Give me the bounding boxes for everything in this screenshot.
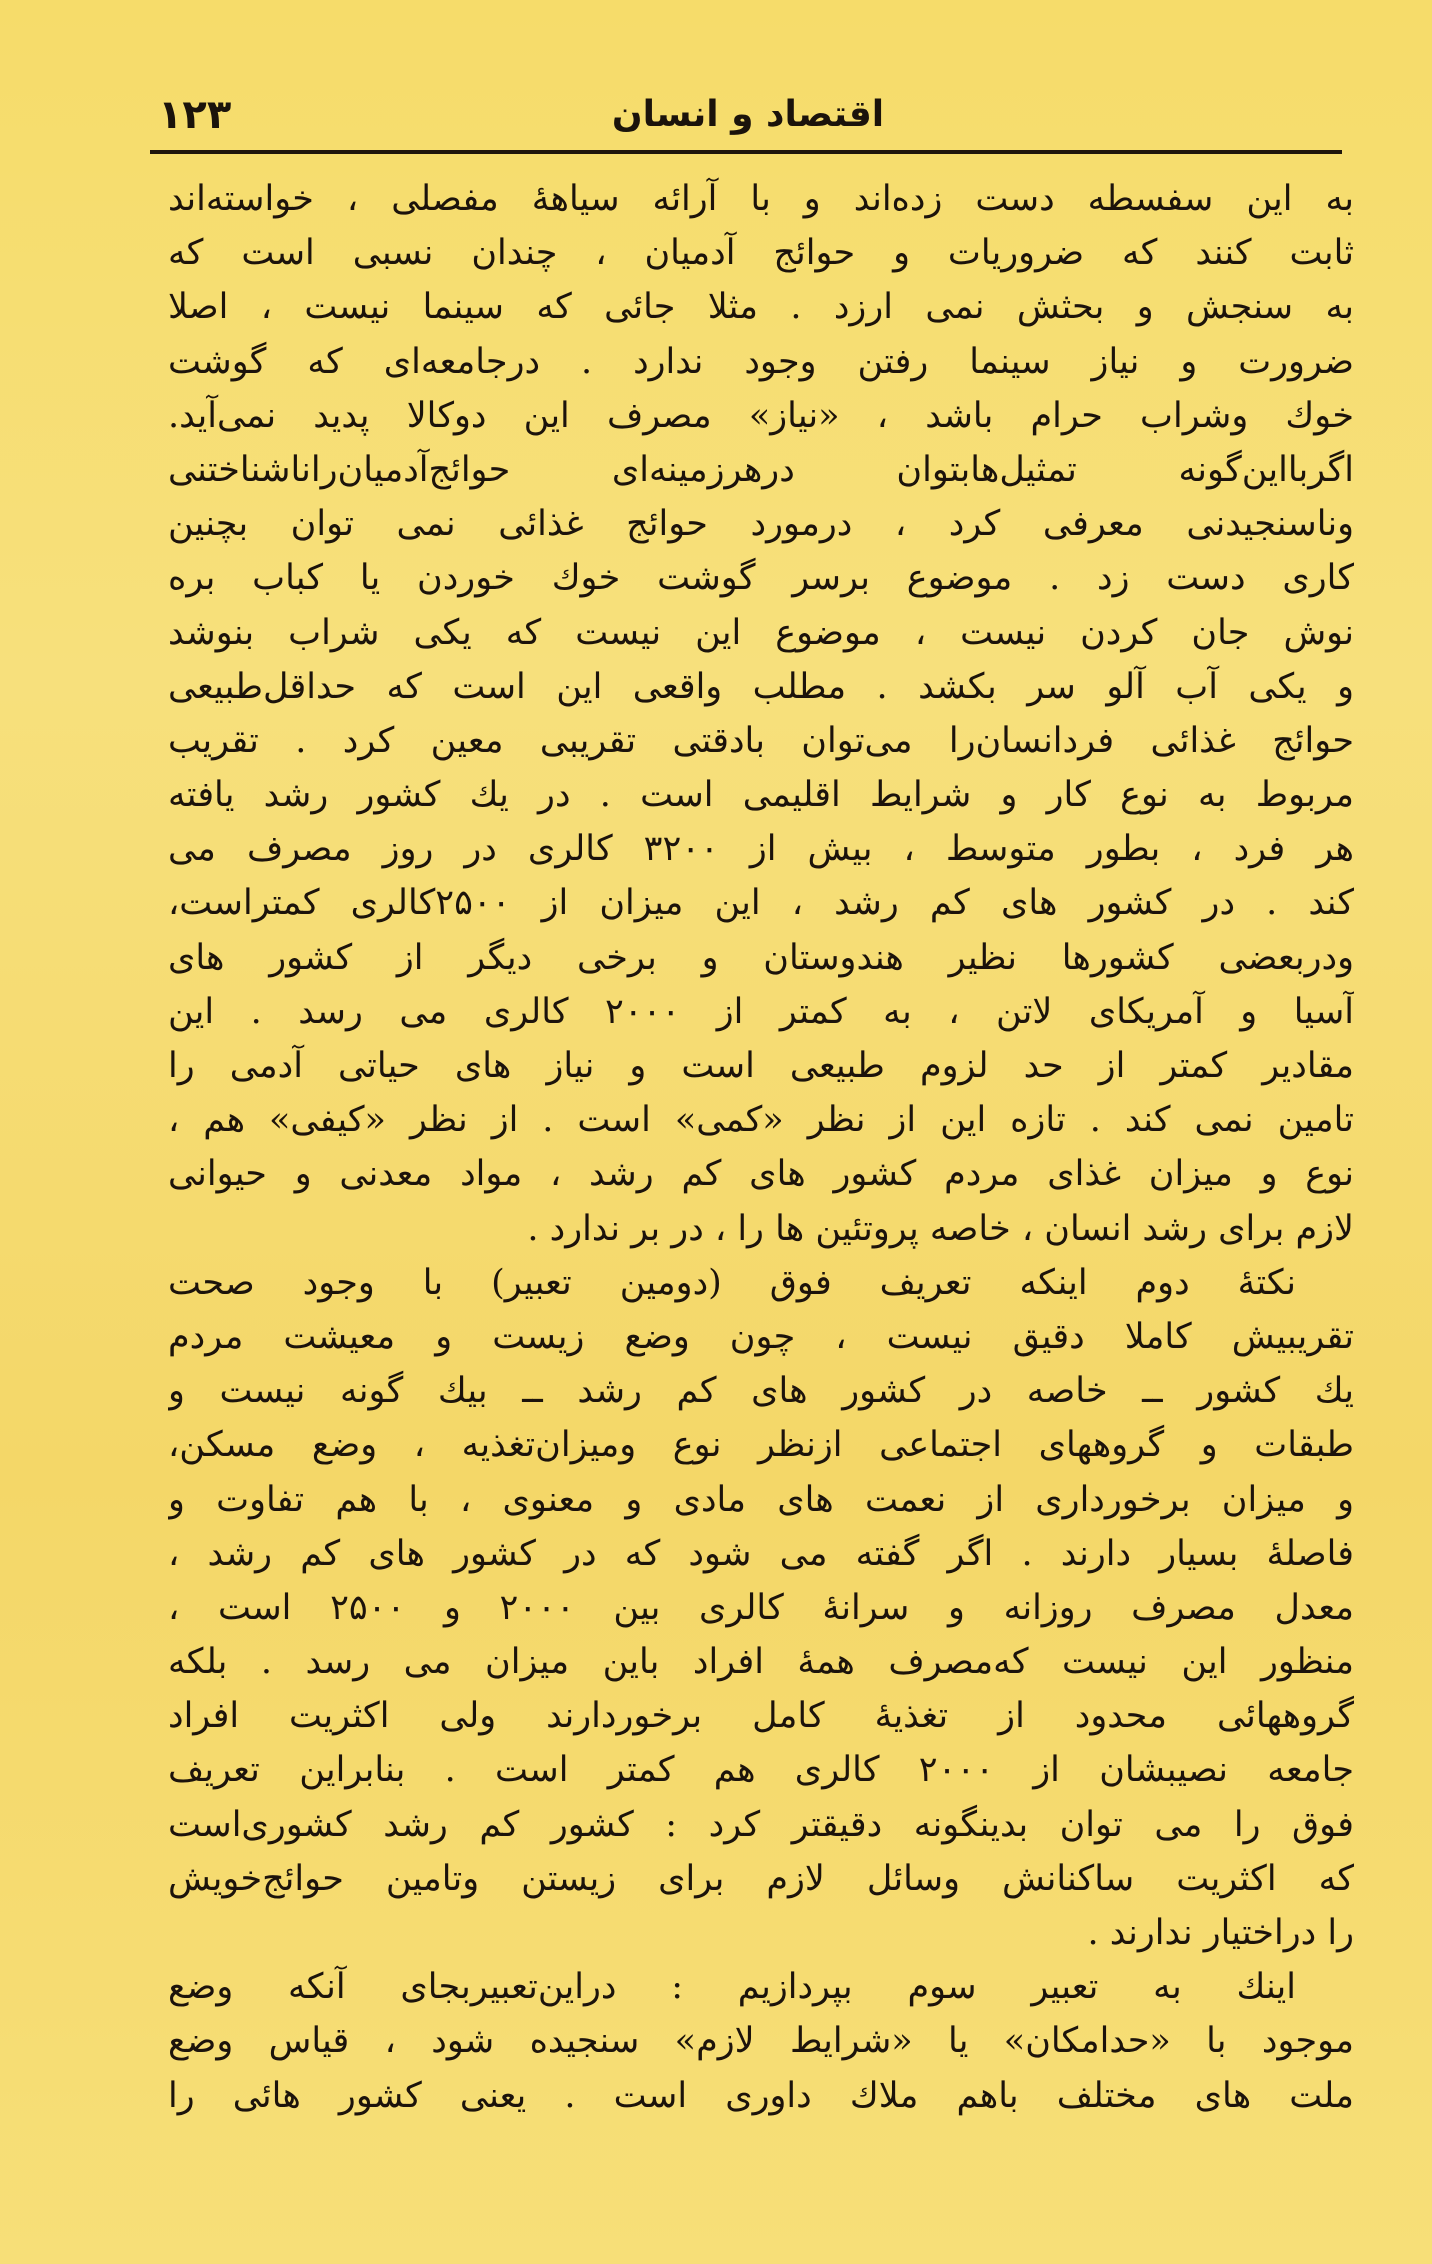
text-line: لازم برای رشد انسان ، خاصه پروتئین ها را ، در بر ندارد . <box>527 1208 1354 1249</box>
text-line: اینك به تعبیر سوم بپردازیم : دراین‌تعبیربجای آنکه وضع <box>168 1967 1296 2008</box>
text-line: و میزان برخورداری از نعمت های مادی و معنوی ، با هم تفاوت و <box>168 1479 1354 1520</box>
text-line: کند . در کشور های کم رشد ، این میزان از ۲۵۰۰کالری کمتراست، <box>168 883 1354 924</box>
text-line: جامعه نصیبشان از ۲۰۰۰ کالری هم کمتر است . بنابراین تعریف <box>168 1750 1354 1791</box>
text-line: مقادیر کمتر از حد لزوم طبیعی است و نیاز های حیاتی آدمی را <box>168 1046 1354 1086</box>
text-line: تامین نمی کند . تازه این از نظر «کمی» است . از نظر «کیفی» هم ، <box>168 1100 1354 1141</box>
text-line: هر فرد ، بطور متوسط ، بیش از ۳۲۰۰ کالری در روز مصرف می <box>168 829 1354 870</box>
header-rule <box>150 150 1342 154</box>
text-line: نکتهٔ دوم اینکه تعریف فوق (دومین تعبیر) با وجود صحت <box>168 1262 1296 1303</box>
text-line: منظور این نیست که‌مصرف همهٔ افراد باین میزان می رسد . بلکه <box>168 1642 1354 1683</box>
text-line: موجود با «حدامکان» یا «شرایط لازم» سنجیده شود ، قیاس وضع <box>168 2021 1354 2062</box>
text-line: حوائج غذائی فردانسان‌را می‌توان بادقتی تقریبی معین کرد . تقریب <box>168 720 1354 761</box>
text-line: ضرورت و نیاز سینما رفتن وجود ندارد . درجامعه‌ای که گوشت <box>168 341 1354 382</box>
text-line: ودربعضی کشورها نظیر هندوستان و برخی دیگر از کشور های <box>168 937 1354 978</box>
text-line: فاصلهٔ بسیار دارند . اگر گفته می شود که در کشور های کم رشد ، <box>168 1533 1354 1574</box>
text-line: اگربااین‌گونه تمثیل‌هابتوان درهرزمینه‌ای حوائج‌آدمیان‌راناشناختنی <box>168 449 1354 490</box>
text-line: طبقات و گروههای اجتماعی ازنظر نوع ومیزان‌تغذیه ، وضع مسکن، <box>168 1425 1354 1466</box>
text-line: که اکثریت ساکنانش وسائل لازم برای زیستن وتامین حوائج‌خویش <box>168 1858 1354 1899</box>
text-line: به سنجش و بحثش نمی ارزد . مثلا جائی که سینما نیست ، اصلا <box>168 287 1354 328</box>
text-line: کاری دست زد . موضوع برسر گوشت خوك خوردن یا کباب بره <box>168 558 1354 599</box>
text-line: گروههائی محدود از تغذیهٔ کامل برخوردارند ولی اکثریت افراد <box>168 1696 1354 1737</box>
text-line: نوش جان کردن نیست ، موضوع این نیست که یکی شراب بنوشد <box>168 612 1354 653</box>
page-number: ۱۲۳ <box>158 92 232 138</box>
text-line: را دراختیار ندارند . <box>1087 1913 1354 1953</box>
text-line: وناسنجیدنی معرفی کرد ، درمورد حوائج غذائی نمی توان بچنین <box>168 504 1354 545</box>
text-line: نوع و میزان غذای مردم کشور های کم رشد ، مواد معدنی و حیوانی <box>168 1154 1354 1195</box>
running-title: اقتصاد و انسان <box>611 94 885 135</box>
page-header <box>158 88 1338 148</box>
text-line: ملت های مختلف باهم ملاك داوری است . یعنی کشور هائی را <box>168 2075 1354 2116</box>
text-line: خوك وشراب حرام باشد ، «نیاز» مصرف این دوکالا پدید نمی‌آید. <box>168 395 1354 436</box>
text-line: ثابت کنند که ضروریات و حوائج آدمیان ، چندان نسبی است که <box>168 233 1354 274</box>
text-line: فوق را می توان بدینگونه دقیقتر کرد : کشور کم رشد کشوری‌است <box>168 1804 1354 1845</box>
text-line: یك کشور ــ خاصه در کشور های کم رشد ــ بیك گونه نیست و <box>168 1371 1354 1412</box>
text-line: معدل مصرف روزانه و سرانهٔ کالری بین ۲۰۰۰ و ۲۵۰۰ است ، <box>168 1587 1354 1628</box>
text-line: آسیا و آمریکای لاتن ، به کمتر از ۲۰۰۰ کالری می رسد . این <box>168 991 1354 1032</box>
text-line: تقریبیش کاملا دقیق نیست ، چون وضع زیست و معیشت مردم <box>168 1316 1354 1357</box>
body-text <box>168 172 1354 2123</box>
text-line: به این سفسطه دست زده‌اند و با آرائه سیاههٔ مفصلی ، خواسته‌اند <box>168 179 1354 219</box>
text-line: و یکی آب آلو سر بکشد . مطلب واقعی این است که حداقل‌طبیعی <box>168 666 1354 707</box>
text-line: مربوط به نوع کار و شرایط اقلیمی است . در یك کشور رشد یافته <box>168 775 1354 816</box>
